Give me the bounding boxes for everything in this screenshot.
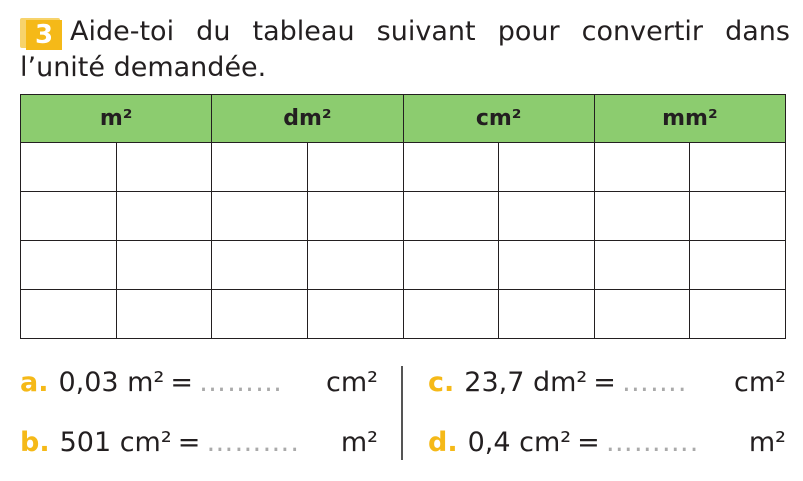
item-d-letter: d. [428,427,458,458]
header-cm2: cm² [403,95,594,143]
item-b-unit: m² [340,427,378,458]
table-cell[interactable] [307,143,403,192]
header-mm2: mm² [594,95,785,143]
item-c [428,366,786,400]
exercise-instruction: Aide-toi du tableau suivant pour convertir dans l’unité demandée. [20,16,790,83]
unit-header-row [21,95,786,143]
item-a-equals: = [170,367,193,398]
item-b-expression: 501 cm² [59,427,172,458]
table-cell[interactable] [594,241,690,290]
item-d-equals: = [577,427,600,458]
table-cell[interactable] [403,241,499,290]
table-row [21,290,786,339]
conversion-table [20,94,786,339]
column-divider [401,366,403,460]
table-cell[interactable] [307,290,403,339]
item-c-answer-blank[interactable]: ……. [621,367,688,398]
table-cell[interactable] [116,290,212,339]
item-d-expression: 0,4 cm² [467,427,572,458]
table-row [21,143,786,192]
table-cell[interactable] [690,290,786,339]
exercise-number: 3 [26,20,62,50]
table-cell[interactable] [403,143,499,192]
table-cell[interactable] [21,192,117,241]
item-d [428,426,786,460]
table-cell[interactable] [116,143,212,192]
table-cell[interactable] [212,241,308,290]
table-cell[interactable] [499,143,595,192]
item-c-letter: c. [428,367,455,398]
table-cell[interactable] [21,143,117,192]
item-d-unit: m² [748,427,786,458]
table-cell[interactable] [212,290,308,339]
table-cell[interactable] [594,290,690,339]
table-cell[interactable] [690,192,786,241]
table-cell[interactable] [307,241,403,290]
item-a [20,366,378,400]
item-b-answer-blank[interactable]: ………. [206,427,300,458]
table-cell[interactable] [21,241,117,290]
table-cell[interactable] [403,192,499,241]
table-cell[interactable] [307,192,403,241]
item-a-expression: 0,03 m² [58,367,165,398]
table-row [21,192,786,241]
table-cell[interactable] [116,241,212,290]
header-dm2: dm² [212,95,403,143]
table-cell[interactable] [594,192,690,241]
table-cell[interactable] [594,143,690,192]
item-a-answer-blank[interactable]: ……… [198,367,283,398]
item-c-unit: cm² [734,367,786,398]
table-cell[interactable] [499,192,595,241]
item-b-letter: b. [20,427,50,458]
item-b [20,426,378,460]
table-cell[interactable] [499,290,595,339]
table-cell[interactable] [403,290,499,339]
item-c-expression: 23,7 dm² [464,367,588,398]
table-cell[interactable] [690,143,786,192]
item-b-equals: = [177,427,201,458]
table-cell[interactable] [116,192,212,241]
header-m2: m² [21,95,212,143]
table-cell[interactable] [212,143,308,192]
item-c-equals: = [593,367,616,398]
table-row [21,241,786,290]
table-cell[interactable] [21,290,117,339]
table-cell[interactable] [212,192,308,241]
table-cell[interactable] [499,241,595,290]
item-a-letter: a. [20,367,49,398]
table-cell[interactable] [690,241,786,290]
item-d-answer-blank[interactable]: ………. [605,427,700,458]
table-body [21,143,786,339]
item-a-unit: cm² [326,367,378,398]
